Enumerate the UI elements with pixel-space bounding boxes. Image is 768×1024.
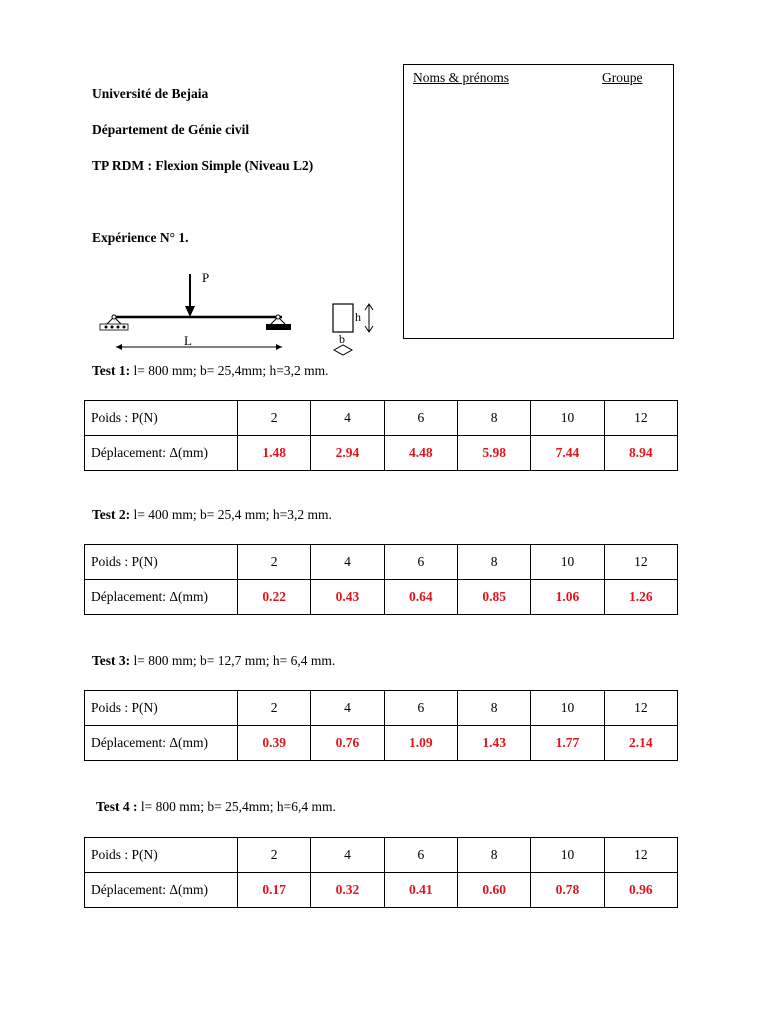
load-row [85, 838, 678, 873]
load-cell: 12 [604, 691, 677, 726]
test-2-table [84, 544, 678, 615]
load-row-label: Poids : P(N) [85, 691, 238, 726]
header-university: Université de Bejaia [92, 86, 209, 101]
test-2-title: Test 2: [92, 507, 131, 522]
displacement-row [85, 580, 678, 615]
test-4-table [84, 837, 678, 908]
load-cell: 12 [604, 838, 677, 873]
load-cell: 2 [238, 545, 311, 580]
load-cell: 12 [604, 545, 677, 580]
name-group-box [403, 64, 674, 339]
load-cell: 4 [311, 691, 384, 726]
displacement-row-label: Déplacement: Δ(mm) [85, 580, 238, 615]
experience-title: Expérience N° 1. [92, 230, 189, 245]
test-1-title: Test 1: [92, 363, 131, 378]
load-cell: 6 [384, 691, 457, 726]
load-cell: 8 [457, 691, 530, 726]
test-4-title: Test 4 : [96, 799, 138, 814]
displacement-row-label: Déplacement: Δ(mm) [85, 436, 238, 471]
test-3-params: l= 800 mm; b= 12,7 mm; h= 6,4 mm. [130, 653, 336, 668]
displacement-row [85, 726, 678, 761]
load-cell: 10 [531, 401, 604, 436]
length-label: L [184, 333, 192, 348]
displacement-row [85, 436, 678, 471]
group-label: Groupe [602, 70, 643, 85]
cross-section [333, 304, 353, 332]
test-3-title: Test 3: [92, 653, 131, 668]
displacement-cell: 2.14 [604, 726, 677, 761]
displacement-cell: 5.98 [457, 436, 530, 471]
load-cell: 6 [384, 401, 457, 436]
load-cell: 4 [311, 838, 384, 873]
load-row [85, 401, 678, 436]
load-row [85, 545, 678, 580]
displacement-cell: 0.78 [531, 873, 604, 908]
test-3-table [84, 690, 678, 761]
load-cell: 8 [457, 838, 530, 873]
load-cell: 2 [238, 838, 311, 873]
displacement-cell: 7.44 [531, 436, 604, 471]
displacement-cell: 2.94 [311, 436, 384, 471]
displacement-row-label: Déplacement: Δ(mm) [85, 873, 238, 908]
displacement-cell: 1.48 [238, 436, 311, 471]
displacement-cell: 0.64 [384, 580, 457, 615]
header-department: Département de Génie civil [92, 122, 250, 137]
header-tp-title: TP RDM : Flexion Simple (Niveau L2) [92, 158, 314, 173]
test-3-line [92, 653, 335, 669]
test-4-line [96, 799, 336, 815]
displacement-cell: 4.48 [384, 436, 457, 471]
names-label: Noms & prénoms [413, 70, 509, 85]
load-cell: 4 [311, 545, 384, 580]
height-label: h [355, 310, 361, 324]
load-cell: 12 [604, 401, 677, 436]
beam-diagram [96, 262, 396, 362]
width-label: b [339, 332, 345, 346]
displacement-cell: 8.94 [604, 436, 677, 471]
load-cell: 4 [311, 401, 384, 436]
displacement-cell: 0.32 [311, 873, 384, 908]
test-1-table [84, 400, 678, 471]
load-row-label: Poids : P(N) [85, 838, 238, 873]
load-cell: 10 [531, 691, 604, 726]
load-cell: 6 [384, 545, 457, 580]
displacement-row-label: Déplacement: Δ(mm) [85, 726, 238, 761]
displacement-cell: 1.06 [531, 580, 604, 615]
load-cell: 6 [384, 838, 457, 873]
displacement-row [85, 873, 678, 908]
displacement-cell: 0.41 [384, 873, 457, 908]
displacement-cell: 1.26 [604, 580, 677, 615]
load-cell: 2 [238, 691, 311, 726]
load-row-label: Poids : P(N) [85, 545, 238, 580]
displacement-cell: 0.43 [311, 580, 384, 615]
load-row-label: Poids : P(N) [85, 401, 238, 436]
width-dimension [334, 345, 352, 355]
displacement-cell: 1.77 [531, 726, 604, 761]
displacement-cell: 0.22 [238, 580, 311, 615]
load-cell: 10 [531, 838, 604, 873]
load-cell: 2 [238, 401, 311, 436]
load-row [85, 691, 678, 726]
displacement-cell: 1.43 [457, 726, 530, 761]
displacement-cell: 0.85 [457, 580, 530, 615]
test-1-params: l= 800 mm; b= 25,4mm; h=3,2 mm. [130, 363, 329, 378]
displacement-cell: 1.09 [384, 726, 457, 761]
load-cell: 8 [457, 401, 530, 436]
test-2-params: l= 400 mm; b= 25,4 mm; h=3,2 mm. [130, 507, 332, 522]
displacement-cell: 0.76 [311, 726, 384, 761]
test-2-line [92, 507, 332, 523]
displacement-cell: 0.96 [604, 873, 677, 908]
test-4-params: l= 800 mm; b= 25,4mm; h=6,4 mm. [137, 799, 336, 814]
displacement-cell: 0.39 [238, 726, 311, 761]
test-1-line [92, 363, 329, 379]
displacement-cell: 0.17 [238, 873, 311, 908]
load-cell: 8 [457, 545, 530, 580]
load-label: P [202, 270, 210, 285]
load-cell: 10 [531, 545, 604, 580]
load-arrowhead [185, 306, 195, 317]
displacement-cell: 0.60 [457, 873, 530, 908]
